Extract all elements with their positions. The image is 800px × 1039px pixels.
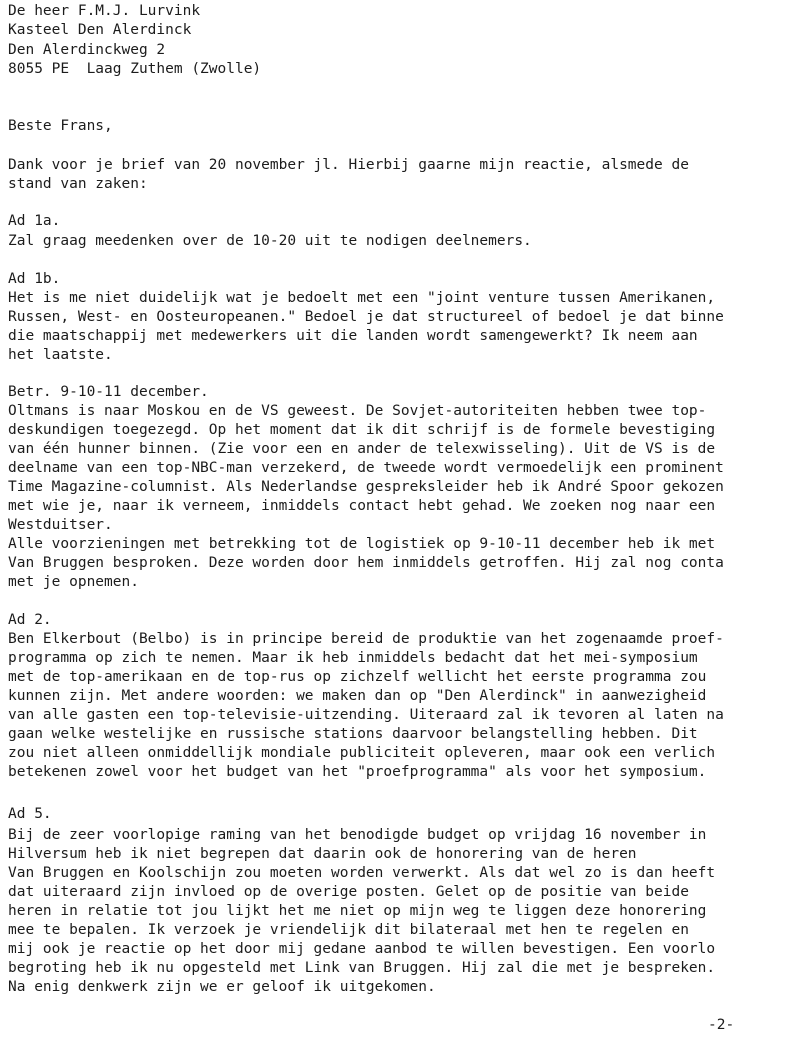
section-line: Zal graag meedenken over de 10-20 uit te nodigen deelnemers. xyxy=(8,233,532,249)
address-line: 8055 PE Laag Zuthem (Zwolle) xyxy=(8,61,262,77)
section-line: Ben Elkerbout (Belbo) is in principe bereid de produktie van het zogenaamde proef- xyxy=(8,631,724,647)
section-heading: Betr. 9-10-11 december. xyxy=(8,384,209,400)
section-line: deskundigen toegezegd. Op het moment dat ik dit schrijf is de formele bevestiging xyxy=(8,422,716,438)
section-line: Russen, West- en Oosteuropeanen." Bedoel je dat structureel of bedoel je dat binne xyxy=(8,309,724,325)
section-line: die maatschappij met medewerkers uit die landen wordt samengewerkt? Ik neem aan xyxy=(8,328,698,344)
section-line: begroting heb ik nu opgesteld met Link van Bruggen. Hij zal die met je bespreken. xyxy=(8,960,716,976)
section-heading: Ad 2. xyxy=(8,612,52,628)
section-line: Het is me niet duidelijk wat je bedoelt met een "joint venture tussen Amerikanen, xyxy=(8,290,716,306)
section-line: gaan welke westelijke en russische stations daarvoor belangstelling hebben. Dit xyxy=(8,726,698,742)
section-line: met je opnemen. xyxy=(8,574,139,590)
intro-line: Dank voor je brief van 20 november jl. Hierbij gaarne mijn reactie, alsmede de xyxy=(8,157,689,173)
section-line: Westduitser. xyxy=(8,517,113,533)
intro-line: stand van zaken: xyxy=(8,176,148,192)
section-line: Bij de zeer voorlopige raming van het benodigde budget op vrijdag 16 november in xyxy=(8,827,707,843)
section-line: kunnen zijn. Met andere woorden: we maken dan op "Den Alerdinck" in aanwezigheid xyxy=(8,688,707,704)
section-line: van één hunner binnen. (Zie voor een en ander de telexwisseling). Uit de VS is de xyxy=(8,441,716,457)
section-line: deelname van een top-NBC-man verzekerd, de tweede wordt vermoedelijk een prominent xyxy=(8,460,724,476)
page-number: -2- xyxy=(708,1017,735,1033)
address-line: Kasteel Den Alerdinck xyxy=(8,22,192,38)
section-line: betekenen zowel voor het budget van het "proefprogramma" als voor het symposium. xyxy=(8,764,707,780)
section-line: Time Magazine-columnist. Als Nederlandse gespreksleider heb ik André Spoor gekozen xyxy=(8,479,724,495)
salutation: Beste Frans, xyxy=(8,118,113,134)
section-line: Van Bruggen en Koolschijn zou moeten worden verwerkt. Als dat wel zo is dan heeft xyxy=(8,865,716,881)
section-line: heren in relatie tot jou lijkt het me niet op mijn weg te liggen deze honorering xyxy=(8,903,707,919)
section-line: zou niet alleen onmiddellijk mondiale publiciteit opleveren, maar ook een verlich xyxy=(8,745,716,761)
section-line: Hilversum heb ik niet begrepen dat daarin ook de honorering van de heren xyxy=(8,846,637,862)
section-line: Van Bruggen besproken. Deze worden door hem inmiddels getroffen. Hij zal nog conta xyxy=(8,555,724,571)
section-line: Alle voorzieningen met betrekking tot de logistiek op 9-10-11 december heb ik met xyxy=(8,536,716,552)
section-line: met de top-amerikaan en de top-rus op zichzelf wellicht het eerste programma zou xyxy=(8,669,707,685)
section-heading: Ad 1a. xyxy=(8,213,61,229)
section-line: mij ook je reactie op het door mij gedane aanbod te willen bevestigen. Een voorlo xyxy=(8,941,716,957)
letter-page xyxy=(8,0,800,1039)
section-line: programma op zich te nemen. Maar ik heb inmiddels bedacht dat het mei-symposium xyxy=(8,650,698,666)
section-line: met wie je, naar ik verneem, inmiddels contact hebt gehad. We zoeken nog naar een xyxy=(8,498,716,514)
address-line: De heer F.M.J. Lurvink xyxy=(8,3,201,19)
address-line: Den Alerdinckweg 2 xyxy=(8,42,166,58)
section-line: Na enig denkwerk zijn we er geloof ik uitgekomen. xyxy=(8,979,436,995)
section-heading: Ad 1b. xyxy=(8,271,61,287)
section-line: mee te bepalen. Ik verzoek je vriendelijk dit bilateraal met hen te regelen en xyxy=(8,922,689,938)
section-heading: Ad 5. xyxy=(8,806,52,822)
section-line: Oltmans is naar Moskou en de VS geweest. De Sovjet-autoriteiten hebben twee top- xyxy=(8,403,707,419)
section-line: het laatste. xyxy=(8,347,113,363)
section-line: van alle gasten een top-televisie-uitzending. Uiteraard zal ik tevoren al laten na xyxy=(8,707,724,723)
section-line: dat uiteraard zijn invloed op de overige posten. Gelet op de positie van beide xyxy=(8,884,689,900)
